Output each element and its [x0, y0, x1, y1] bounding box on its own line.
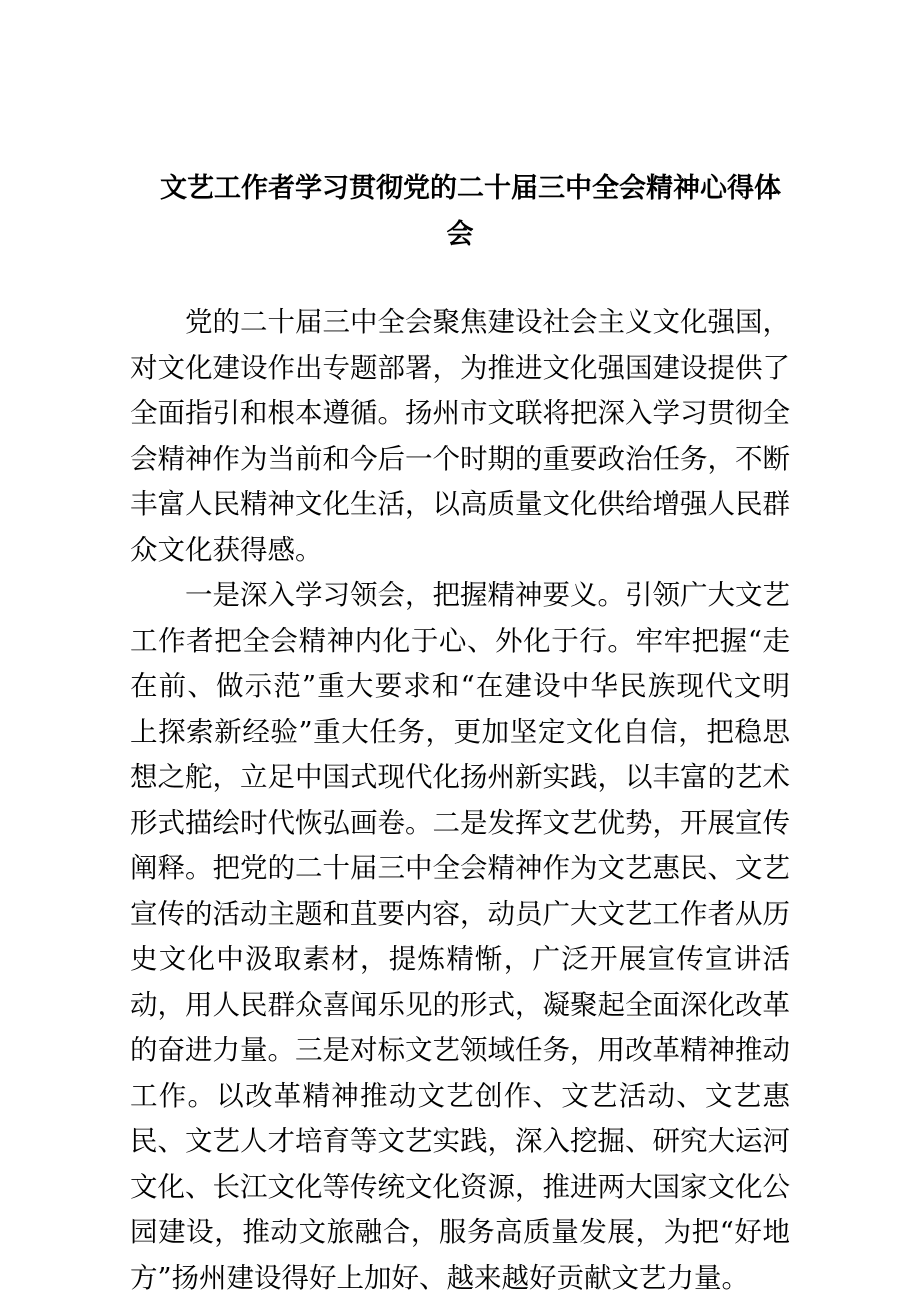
paragraph-intro: 党的二十届三中全会聚焦建设社会主义文化强国，对文化建设作出专题部署，为推进文化强国建设提供了全面指引和根本遵循。扬州市文联将把深入学习贯彻全会精神作为当前和今后一个时期的重要政治任务，不断丰富人民精神文化生活，以高质量文化供给增强人民群众文化获得感。 — [130, 306, 790, 566]
paragraph-main: 一是深入学习领会，把握精神要义。引领广大文艺工作者把全会精神内化于心、外化于行。牢牢把握“走在前、做示范”重大要求和“在建设中华民族现代文明上探索新经验”重大任务，更加坚定文化自信，把稳思想之舵，立足中国式现代化扬州新实践，以丰富的艺术形式描绘时代恢弘画卷。二是发挥文艺优势，开展宣传阐释。把党的二十届三中全会精神作为文艺惠民、文艺宣传的活动主题和苴要内容，动员广大文艺工作者从历史文化中汲取素材，提炼精惭，广泛开展宣传宣讲活动，用人民群众喜闻乐见的形式，凝聚起全面深化改革的奋进力量。三是对标文艺领域任务，用改革精神推动工作。以改革精神推动文艺创作、文艺活动、文艺惠民、文艺人才培育等文艺实践，深入挖掘、研究大运河文化、长江文化等传统文化资源，推进两大国家文化公园建设，推动文旅融合，服务高质量发展，为把“好地方”扬州建设得好上加好、越来越好贡献文艺力量。 — [130, 579, 790, 1294]
document-body — [130, 300, 790, 1301]
title-line-1: 文艺工作者学习贯彻党的二十届三中全会精神心得体 — [160, 173, 781, 204]
title-line-2: 会 — [446, 219, 474, 250]
document-title — [160, 166, 781, 258]
